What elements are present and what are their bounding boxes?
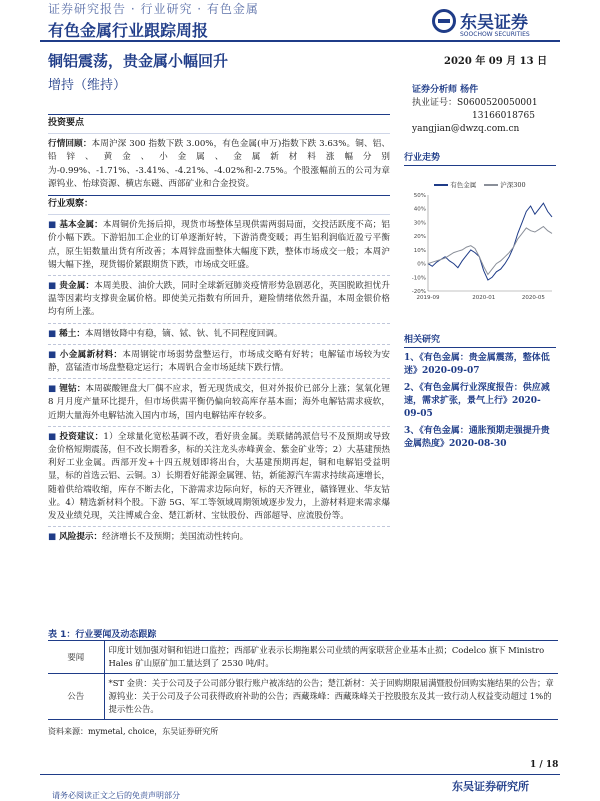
table-row-text: 印度计划加强对铜和铝进口监控；西部矿业表示长期拖累公司业绩的两家联营企业基本止损；Codelco 旗下 Ministro Hales 矿山原矿加工量达到了 2530 吨/时。	[104, 641, 558, 674]
trend-heading: 行业走势	[404, 150, 556, 166]
industry-heading: 行业观察：	[48, 195, 390, 215]
bullet-icon: ■	[48, 349, 60, 360]
rating: 增持（维持）	[48, 78, 127, 93]
minor-metal-item	[48, 349, 390, 375]
minor-metal-text: 本周钢锭市场弱势盘整运行，市场成交略有好转；电解锰市场较为安静，富锰渣市场盘整稳定运行；本周钒合金市场延续下跌行情。	[48, 349, 390, 374]
divider	[48, 344, 390, 345]
logo-icon	[432, 9, 456, 33]
logo	[432, 8, 528, 33]
bullet-icon: ■	[48, 384, 60, 395]
risk-item	[48, 531, 390, 544]
key-points-heading: 投资要点	[48, 114, 390, 134]
series-line	[428, 227, 552, 275]
table-row	[48, 674, 558, 720]
divider	[48, 426, 390, 427]
report-date: 2020 年 09 月 13 日	[444, 56, 548, 67]
precious-item	[48, 280, 390, 320]
rare-earth-label: 稀土：	[59, 328, 85, 339]
x-tick-label: 2020-01	[472, 295, 496, 301]
disclaimer-note: 请务必阅读正文之后的免责声明部分	[52, 791, 180, 800]
y-tick-label: 50%	[413, 193, 426, 199]
divider	[48, 526, 390, 527]
divider	[48, 275, 390, 276]
y-tick-label: -20%	[411, 289, 426, 295]
header-rule	[40, 40, 560, 42]
bullet-icon: ■	[48, 281, 60, 292]
base-metal-item	[48, 219, 390, 272]
x-tick-label: 2019-09	[416, 295, 440, 301]
rare-earth-text: 本周镨钕降中有稳，镝、铽、钬、钆不同程度回调。	[84, 328, 283, 339]
table-source: 资料来源：mymetal, choice，东吴证券研究所	[48, 727, 219, 736]
lithium-text: 本周碳酸锂盘大厂偶不应求，暂无现货成交，但对外报价已部分上涨；氢氧化锂 8 月月度产量环比提升，但市场供需平衡仍偏向较高库存基本面；海外电解钴需求疲软，近期大量海外电解钴流入国内市场，国内电解钴库存较多。	[48, 384, 390, 421]
footer-rule	[40, 774, 560, 775]
market-review-text: 本周沪深 300 指数下跌 3.00%，有色金属(申万)指数下跌 3.63%。铜、铝、铅锌、黄金、小金属、金属新材料涨幅分别为-0.99%、-1.71%、-3.41%、-4.21%、-4.02%和-2.75%。个股涨幅前五的公司为章源钨业、怡球资源、横店东磁、西部矿业和合金投资。	[48, 139, 390, 189]
base-metal-label: 基本金属：	[59, 220, 103, 231]
y-tick-label: -10%	[411, 275, 426, 282]
table-row-text: *ST 金贵：关于公司及子公司部分银行账户被冻结的公告；楚江新材：关于回购期限届满暨股份回购实施结果的公告；章源钨业：关于公司及子公司获得政府补助的公告；西藏珠峰：西藏珠峰关于控股股东及其一致行动人权益变动超过 1%的提示性公告。	[104, 674, 558, 720]
market-review	[48, 138, 390, 191]
related-item[interactable]: 2、《有色金属行业深度报告：供应减速，需求扩张，景气上行》2020-09-05	[404, 383, 550, 419]
lithium-label: 锂钴：	[59, 384, 86, 395]
bullet-icon: ■	[48, 328, 60, 339]
x-tick-label: 2020-05	[521, 295, 545, 301]
y-tick-label: 30%	[413, 220, 426, 227]
y-tick-label: 10%	[413, 247, 426, 254]
analyst-name: 证券分析师 杨件	[412, 85, 479, 95]
analyst-info	[412, 84, 538, 136]
logo-english: SOOCHOW SECURITIES	[460, 31, 530, 38]
market-review-label: 行情回顾：	[48, 139, 92, 150]
bullet-icon: ■	[48, 532, 60, 543]
bullet-icon: ■	[48, 431, 60, 442]
divider	[48, 378, 390, 379]
advice-item	[48, 431, 390, 523]
table-title: 表 1：行业要闻及动态跟踪	[48, 630, 157, 640]
main-content	[48, 114, 390, 547]
precious-text: 本周美股、油价大跌，同时全球新冠肺炎疫情形势急剧恶化，英国脱欧担忧升温等因素均支撑贵金属价格。即使美元指数有所回升，避险情绪依然升温，本周金银价格均有所上涨。	[48, 281, 390, 318]
related-item[interactable]: 1、《有色金属：贵金属震荡，整体低迷》2020-09-07	[404, 353, 550, 376]
page-number: 1 / 18	[530, 760, 559, 770]
table-row-label: 公告	[48, 674, 104, 720]
analyst-email[interactable]: yangjian@dwzq.com.cn	[412, 124, 520, 134]
rare-earth-item	[48, 328, 390, 341]
risk-text: 经济增长不及预期；美国流动性转向。	[102, 532, 249, 543]
related-item[interactable]: 3、《有色金属：通胀预期走强提升贵金属热度》2020-08-30	[404, 426, 550, 449]
analyst-license: 执业证号：S0600520050001	[412, 98, 538, 108]
table-row	[48, 641, 558, 674]
trend-chart	[404, 191, 556, 307]
report-category: 证券研究报告 · 行业研究 · 有色金属	[48, 2, 259, 16]
risk-label: 风险提示：	[59, 532, 103, 543]
advice-label: 投资建议：	[59, 431, 104, 442]
base-metal-text: 本周铜价先扬后抑，现货市场整体呈现供需两弱局面，交投活跃度不高；铝价小幅下跌。下游铝加工企业的订单逐渐好转，下游消费变暖；再生铝利润临近盈亏平衡点，原生铝数量出货有所改善；本周锌盘面整体大幅度下跌，整体市场成交一般；本周沪锡大幅下挫，现货锡价紧跟期货下跌，市场成交旺盛。	[48, 220, 390, 270]
logo-text: 东吴证券	[460, 13, 528, 33]
lithium-item	[48, 383, 390, 423]
sidebar	[404, 150, 556, 455]
legend-item-metals: 有色金属	[434, 180, 476, 189]
related-heading: 相关研究	[404, 332, 556, 348]
advice-text: 1）全球量化宽松基调不改，看好贵金属。美联储鸽派信号不及预期或导致金价格短期震荡，但不改长期看多，标的关注龙头赤峰黄金、紫金矿业等；2）大基建预热利好工业金属。西部开发+十四五规划即将出台，大基建预期再起，铜和电解铝受益明显，标的首选云铝、云铜。3）长期看好能源金属锂、钴，新能源汽车需求持续高速增长，随着供给端收缩，库存不断去化，下游需求边际向好，标的天齐锂业，赣锋锂业、华友钴业。4）精选新材料个股。下游 5G、军工等领域周期领域逐步发力，上游材料迎来需求爆发及业绩兑现，关注博威合金、楚江新材、宝钛股份、西部超导、应流股份等。	[48, 431, 390, 522]
y-tick-label: 40%	[413, 206, 426, 213]
footer-firm: 东吴证券研究所	[452, 780, 529, 793]
report-type: 有色金属行业跟踪周报	[48, 21, 209, 40]
page-title: 铜铝震荡，贵金属小幅回升	[48, 52, 229, 70]
table-row-label: 要闻	[48, 641, 104, 674]
divider	[48, 323, 390, 324]
legend-item-csi300: 沪深300	[484, 180, 525, 189]
chart-legend	[404, 180, 556, 189]
analyst-phone: 13166018765	[472, 111, 535, 121]
y-tick-label: 0%	[417, 261, 426, 268]
news-table	[48, 640, 558, 720]
bullet-icon: ■	[48, 220, 60, 231]
minor-metal-label: 小金属新材料：	[59, 349, 123, 360]
precious-label: 贵金属：	[59, 281, 95, 292]
series-line	[428, 203, 552, 280]
y-tick-label: 20%	[413, 234, 426, 241]
